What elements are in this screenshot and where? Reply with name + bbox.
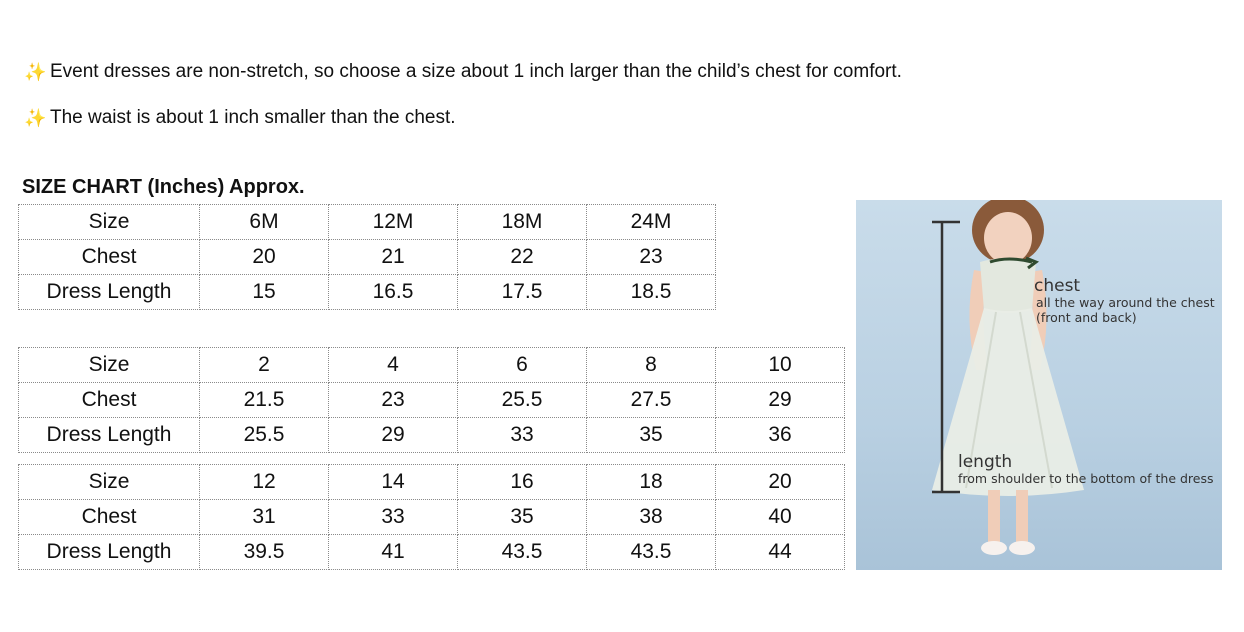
length-label: length	[958, 452, 1013, 472]
row-label: Size	[19, 465, 200, 500]
row-label: Dress Length	[19, 275, 200, 310]
size-table-baby	[18, 204, 716, 310]
chest-description-2: (front and back)	[1036, 310, 1137, 325]
table-cell: 29	[716, 383, 845, 418]
table-cell: 35	[458, 500, 587, 535]
table-cell: 12	[200, 465, 329, 500]
table-row	[19, 418, 845, 453]
note-non-stretch	[24, 60, 902, 84]
table-cell: 25.5	[200, 418, 329, 453]
table-row	[19, 240, 716, 275]
table-cell: 6M	[200, 205, 329, 240]
table-cell: 23	[587, 240, 716, 275]
table-cell: 33	[458, 418, 587, 453]
table-cell: 43.5	[587, 535, 716, 570]
table-row	[19, 348, 845, 383]
row-label: Size	[19, 205, 200, 240]
table-cell: 31	[200, 500, 329, 535]
size-chart-title: SIZE CHART (Inches) Approx.	[22, 176, 305, 198]
row-label: Dress Length	[19, 535, 200, 570]
chest-description: all the way around the chest	[1036, 295, 1215, 310]
table-row	[19, 500, 845, 535]
measurement-photo	[856, 200, 1222, 570]
sparkles-icon: ✨	[24, 108, 47, 128]
table-cell: 44	[716, 535, 845, 570]
table-cell: 24M	[587, 205, 716, 240]
table-cell: 23	[329, 383, 458, 418]
table-cell: 36	[716, 418, 845, 453]
row-label: Size	[19, 348, 200, 383]
table-cell: 25.5	[458, 383, 587, 418]
table-cell: 22	[458, 240, 587, 275]
table-cell: 18.5	[587, 275, 716, 310]
table-cell: 2	[200, 348, 329, 383]
row-label: Chest	[19, 383, 200, 418]
table-cell: 8	[587, 348, 716, 383]
table-cell: 6	[458, 348, 587, 383]
table-cell: 4	[329, 348, 458, 383]
table-cell: 12M	[329, 205, 458, 240]
table-cell: 15	[200, 275, 329, 310]
table-cell: 18	[587, 465, 716, 500]
table-cell: 35	[587, 418, 716, 453]
table-row	[19, 535, 845, 570]
note-text: Event dresses are non-stretch, so choose a size about 1 inch larger than the child’s chest for comfort.	[50, 61, 902, 82]
length-description: from shoulder to the bottom of the dress	[958, 471, 1214, 486]
size-table-kids	[18, 347, 845, 453]
row-label: Dress Length	[19, 418, 200, 453]
table-cell: 16.5	[329, 275, 458, 310]
girl-in-dress-illustration	[856, 200, 1222, 570]
table-cell: 40	[716, 500, 845, 535]
table-cell: 16	[458, 465, 587, 500]
chest-label: chest	[1034, 276, 1081, 296]
table-cell: 18M	[458, 205, 587, 240]
table-cell: 20	[716, 465, 845, 500]
table-cell: 41	[329, 535, 458, 570]
table-cell: 39.5	[200, 535, 329, 570]
table-cell: 21.5	[200, 383, 329, 418]
note-text: The waist is about 1 inch smaller than the chest.	[50, 107, 456, 128]
row-label: Chest	[19, 500, 200, 535]
table-cell: 21	[329, 240, 458, 275]
table-row	[19, 205, 716, 240]
table-cell: 14	[329, 465, 458, 500]
size-table-big-kids	[18, 464, 845, 570]
table-cell: 10	[716, 348, 845, 383]
note-waist	[24, 106, 456, 130]
table-cell: 33	[329, 500, 458, 535]
table-cell: 43.5	[458, 535, 587, 570]
table-cell: 20	[200, 240, 329, 275]
table-cell: 27.5	[587, 383, 716, 418]
table-cell: 29	[329, 418, 458, 453]
table-row	[19, 275, 716, 310]
sparkles-icon: ✨	[24, 62, 47, 82]
table-row	[19, 383, 845, 418]
table-cell: 17.5	[458, 275, 587, 310]
table-cell: 38	[587, 500, 716, 535]
table-row	[19, 465, 845, 500]
row-label: Chest	[19, 240, 200, 275]
